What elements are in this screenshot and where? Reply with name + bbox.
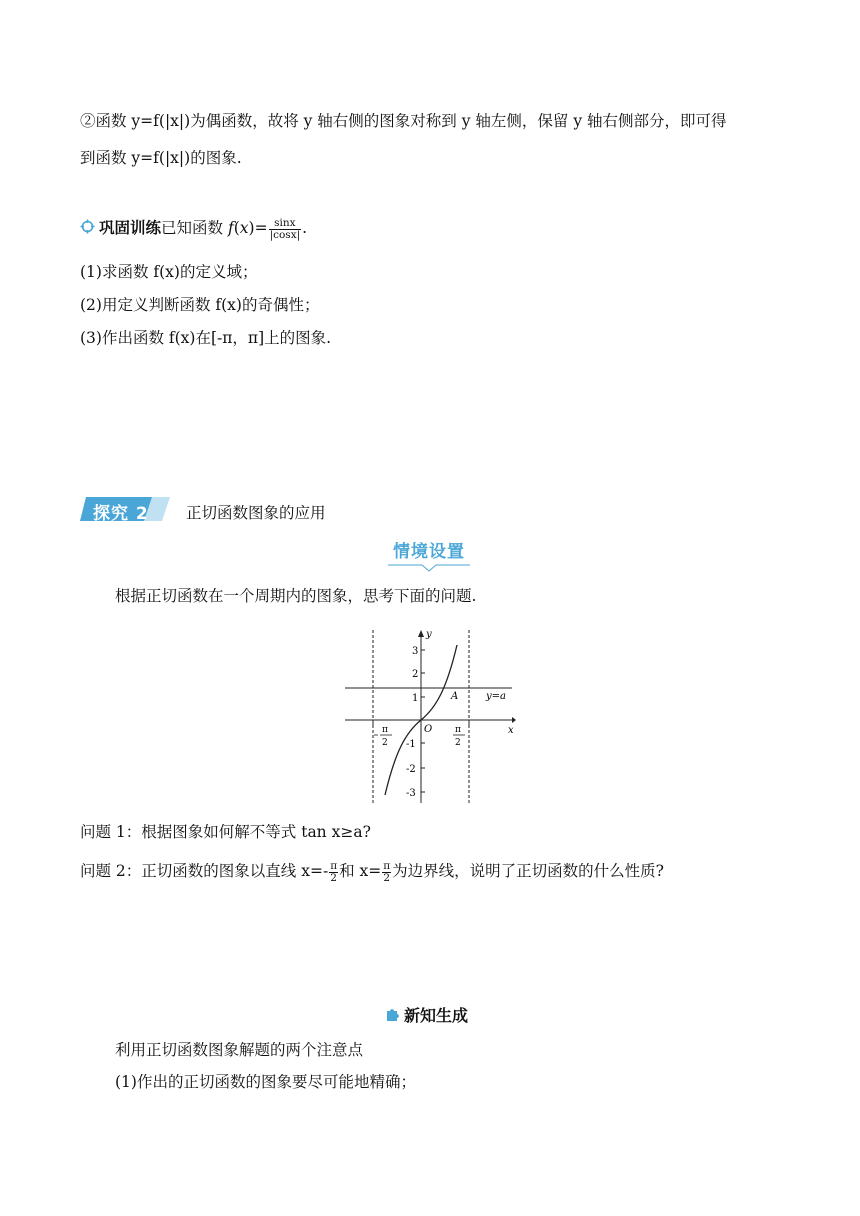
scenario-intro: 根据正切函数在一个周期内的图象，思考下面的问题. xyxy=(115,587,477,605)
section-badge-text: 探究 2 xyxy=(93,504,149,524)
fraction-half-pi-2: $\frac{\pi}{2}$ xyxy=(383,859,391,884)
neg-half-pi-numerator: π xyxy=(382,725,388,735)
y-axis-label: y xyxy=(426,629,432,640)
y-tick-2: 2 xyxy=(412,669,419,680)
exercise-stem-prefix: 已知函数 xyxy=(161,219,228,237)
tangent-graph xyxy=(340,625,520,805)
new-knowledge-heading xyxy=(384,1003,468,1027)
y-tick-1: 1 xyxy=(412,693,419,704)
exercise-fraction: $\frac{\sin x}{|\cos x|}$ xyxy=(269,216,301,241)
question-1: 问题 1：根据图象如何解不等式 tan x≥a? xyxy=(80,823,371,841)
half-pi-denominator: 2 xyxy=(455,738,461,748)
exercise-q2: (2)用定义判断函数 f(x)的奇偶性； xyxy=(80,296,320,314)
scenario-heading xyxy=(388,537,470,562)
question-2: 问题 2：正切函数的图象以直线 x=- $\frac{\pi}{2}$ 和 x= $\frac{\pi}{2}$ 为边界线，说明了正切函数的什么性质? xyxy=(80,859,664,884)
new-knowledge-intro: 利用正切函数图象解题的两个注意点 xyxy=(115,1041,364,1059)
target-icon xyxy=(80,216,95,242)
exercise-q1: (1)求函数 f(x)的定义域； xyxy=(80,263,258,281)
origin-label: O xyxy=(424,724,433,735)
paragraph-2-line-2: 到函数 y=f(|x|)的图象. xyxy=(80,149,242,167)
line-y-a-label: y=a xyxy=(486,691,506,702)
section-title: 正切函数图象的应用 xyxy=(186,504,326,522)
x-axis-label: x xyxy=(508,725,514,736)
y-tick-neg3: -3 xyxy=(406,788,416,799)
puzzle-icon xyxy=(384,1007,400,1027)
neg-half-pi-denominator: 2 xyxy=(382,738,388,748)
exercise-stem: 巩固训练已知函数 f(x)= $\frac{\sin x}{|\cos x|}$ . xyxy=(80,215,307,242)
scenario-underline xyxy=(388,563,470,573)
fraction-half-pi-1: $\frac{\pi}{2}$ xyxy=(330,859,338,884)
half-pi-numerator: π xyxy=(455,725,461,735)
exercise-q3: (3)作出函数 f(x)在[-π，π]上的图象. xyxy=(80,329,332,347)
scenario-title: 情境设置 xyxy=(393,542,465,562)
new-knowledge-point-1: (1)作出的正切函数的图象要尽可能地精确； xyxy=(115,1073,416,1091)
exercise-label: 巩固训练 xyxy=(99,219,162,237)
new-knowledge-title: 新知生成 xyxy=(404,1006,469,1025)
point-a-label: A xyxy=(451,691,459,702)
y-tick-3: 3 xyxy=(412,646,419,657)
paragraph-2-line-1: ②函数 y=f(|x|)为偶函数，故将 y 轴右侧的图象对称到 y 轴左侧，保留 y 轴右侧部分，即可得 xyxy=(80,112,727,130)
y-tick-neg1: -1 xyxy=(406,739,416,750)
y-tick-neg2: -2 xyxy=(406,764,416,775)
